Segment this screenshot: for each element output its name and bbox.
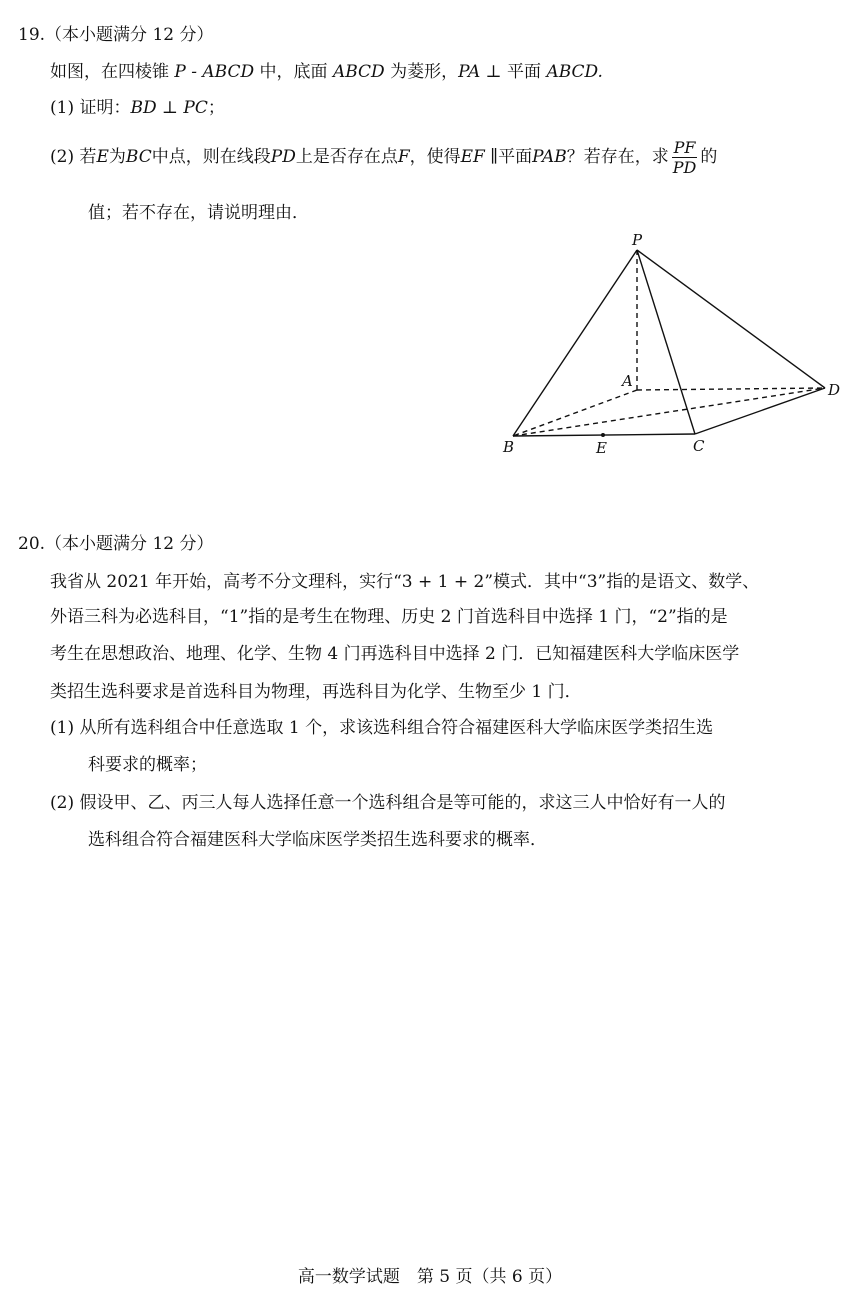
label-c: C bbox=[693, 437, 705, 455]
page-footer: 高一数学试题 第 5 页（共 6 页） bbox=[297, 1267, 563, 1287]
q19-part1: (1) 证明：BD ⊥ PC； bbox=[50, 98, 225, 118]
edge-pb bbox=[513, 250, 637, 436]
q20-line4: 类招生选科要求是首选科目为物理，再选科目为化学、生物至少 1 门． bbox=[50, 682, 582, 702]
q20-line3: 考生在思想政治、地理、化学、生物 4 门再选科目中选择 2 门．已知福建医科大学临床医学 bbox=[50, 644, 740, 664]
q20-part2-line2: 选科组合符合福建医科大学临床医学类招生选科要求的概率． bbox=[88, 830, 547, 850]
edge-pd bbox=[637, 250, 825, 388]
q20-header: 20.（本小题满分 12 分） bbox=[18, 534, 214, 554]
q20-line2: 外语三科为必选科目，“1”指的是考生在物理、历史 2 门首选科目中选择 1 门，“2”指的是 bbox=[50, 607, 728, 627]
edge-pc bbox=[637, 250, 695, 434]
q19-stem: 如图，在四棱锥 P - ABCD 中，底面 ABCD 为菱形，PA ⊥ 平面 ABCD. bbox=[50, 62, 603, 82]
edge-ad bbox=[637, 388, 825, 390]
q20-line1: 我省从 2021 年开始，高考不分文理科，实行“3 + 1 + 2”模式．其中“3”指的是语文、数学、 bbox=[50, 572, 760, 592]
fraction-pf-pd: $\frac{PF}{PD}$ bbox=[672, 138, 697, 177]
label-b: B bbox=[503, 438, 515, 456]
pyramid-figure bbox=[495, 228, 845, 463]
q19-header: 19.（本小题满分 12 分） bbox=[18, 25, 214, 45]
edge-bd bbox=[513, 388, 825, 436]
label-p: P bbox=[632, 231, 643, 249]
label-a: A bbox=[622, 372, 633, 390]
q20-part1-line2: 科要求的概率； bbox=[88, 755, 207, 775]
edge-cd bbox=[695, 388, 825, 434]
q19-part2-line2: 值；若不存在，请说明理由． bbox=[88, 203, 309, 223]
q20-part1-line1: (1) 从所有选科组合中任意选取 1 个，求该选科组合符合福建医科大学临床医学类招生选 bbox=[50, 718, 714, 738]
q19-part2-line1: (2) 若E为BC中点，则在线段PD上是否存在点F，使得EF ∥平面PAB？若存在，求 $\frac{PF}{PD}$ 的 bbox=[50, 138, 718, 177]
label-d: D bbox=[828, 381, 841, 399]
point-e bbox=[601, 433, 605, 437]
edge-ab bbox=[513, 390, 637, 436]
q20-part2-line1: (2) 假设甲、乙、丙三人每人选择任意一个选科组合是等可能的，求这三人中恰好有一人的 bbox=[50, 793, 726, 813]
label-e: E bbox=[596, 439, 607, 457]
